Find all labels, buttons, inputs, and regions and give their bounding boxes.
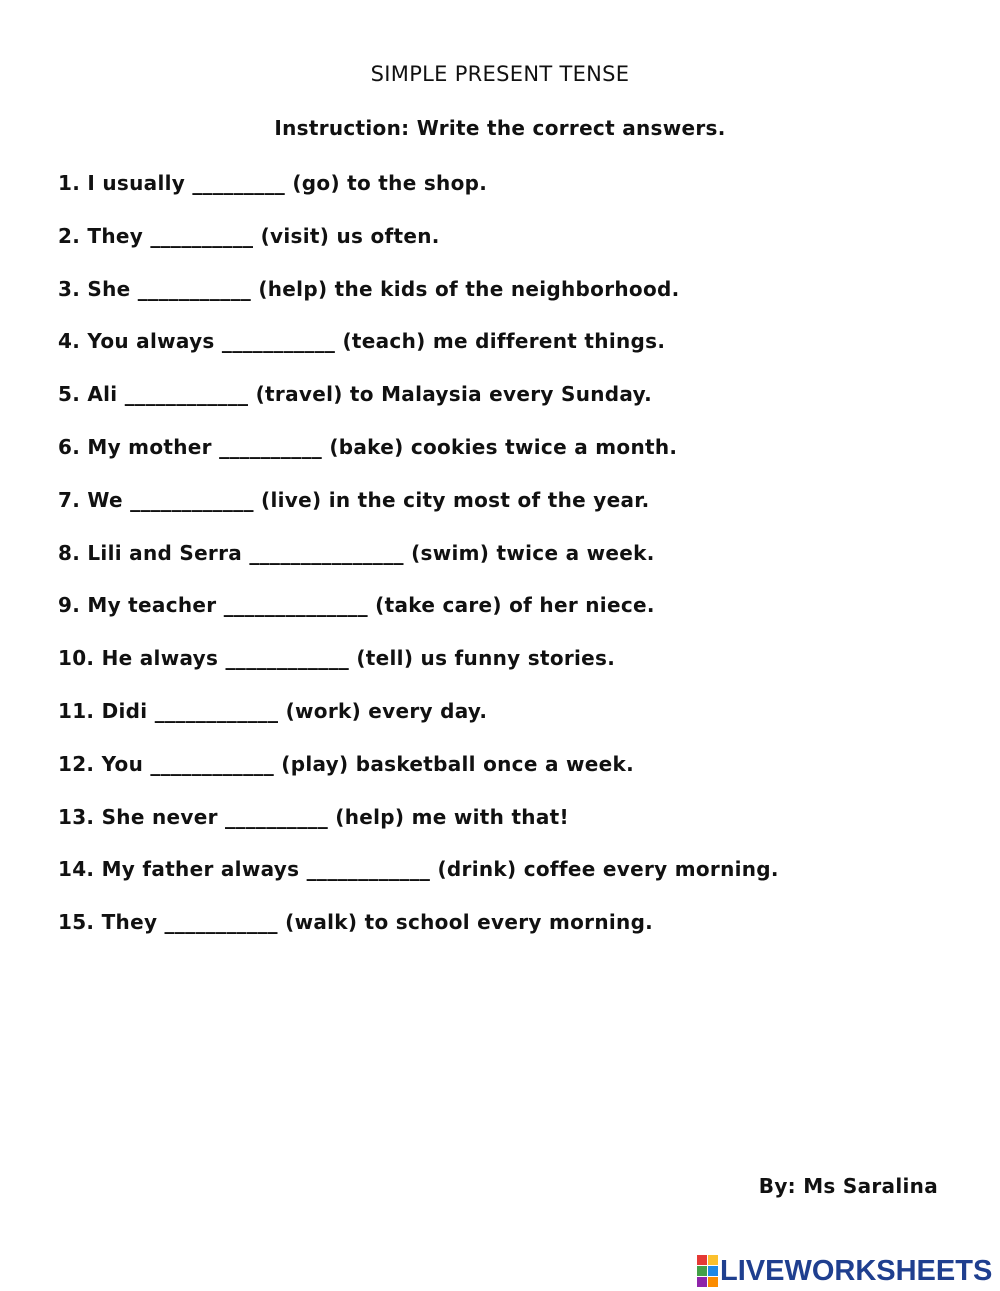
question-prompt: 14. My father always [58,857,300,882]
question-item [58,907,958,960]
question-verb-hint: (live) in the city most of the year. [261,487,650,512]
question-verb-hint: (tell) us funny stories. [356,646,616,671]
question-prompt: 11. Didi [58,698,148,723]
answer-blank[interactable]: __________ [225,804,328,829]
question-verb-hint: (take care) of her niece. [375,593,655,618]
answer-blank[interactable]: ___________ [137,276,252,301]
question-verb-hint: (visit) us often. [260,223,440,248]
question-verb-hint: (travel) to Malaysia every Sunday. [255,382,652,407]
question-prompt: 13. She never [58,804,218,829]
logo-square [708,1277,718,1287]
question-item [58,432,958,485]
question-prompt: 4. You always [58,329,215,354]
logo-square [708,1255,718,1265]
question-item [58,274,958,327]
question-prompt: 10. He always [58,646,219,671]
question-verb-hint: (swim) twice a week. [411,540,655,565]
answer-blank[interactable]: __________ [219,434,323,459]
question-prompt: 5. Ali [58,382,118,407]
question-item [58,221,958,274]
question-prompt: 15. They [58,910,158,935]
question-verb-hint: (help) the kids of the neighborhood. [258,276,680,301]
logo-square [697,1266,707,1276]
question-verb-hint: (play) basketball once a week. [281,751,635,776]
question-prompt: 12. You [58,751,144,776]
question-prompt: 7. We [58,487,123,512]
question-verb-hint: (work) every day. [285,698,488,723]
question-prompt: 6. My mother [58,434,212,459]
answer-blank[interactable]: _______________ [249,540,404,565]
answer-blank[interactable]: ____________ [225,646,350,671]
question-item [58,749,958,802]
question-item [58,326,958,379]
question-item [58,696,958,749]
question-list [58,168,958,960]
logo-square [697,1277,707,1287]
question-item [58,485,958,538]
question-verb-hint: (walk) to school every morning. [285,910,654,935]
answer-blank[interactable]: ___________ [221,329,336,354]
question-prompt: 8. Lili and Serra [58,540,243,565]
answer-blank[interactable]: ____________ [306,857,431,882]
question-verb-hint: (drink) coffee every morning. [437,857,779,882]
question-item [58,168,958,221]
logo-text: LIVEWORKSHEETS [720,1254,993,1287]
answer-blank[interactable]: _________ [192,171,286,195]
question-verb-hint: (help) me with that! [335,804,569,829]
question-prompt: 2. They [58,223,144,248]
answer-blank[interactable]: ______________ [223,593,368,618]
question-item [58,854,958,907]
liveworksheets-logo-icon [697,1255,718,1287]
logo-square [708,1266,718,1276]
author-credit: By: Ms Saralina [758,1174,938,1198]
question-item [58,802,958,855]
question-prompt: 9. My teacher [58,593,217,618]
answer-blank[interactable]: __________ [150,223,254,248]
liveworksheets-logo [697,1254,992,1288]
answer-blank[interactable]: ____________ [150,751,274,776]
answer-blank[interactable]: ____________ [154,698,279,723]
question-prompt: 1. I usually [58,171,186,195]
question-verb-hint: (bake) cookies twice a month. [329,434,678,459]
worksheet-title: SIMPLE PRESENT TENSE [370,62,630,86]
question-prompt: 3. She [58,276,131,301]
question-verb-hint: (teach) me different things. [342,329,666,354]
question-item [58,379,958,432]
question-item [58,538,958,591]
logo-square [697,1255,707,1265]
question-item [58,590,958,643]
instruction-text: Instruction: Write the correct answers. [274,116,726,140]
question-item [58,643,958,696]
answer-blank[interactable]: ____________ [124,382,249,407]
answer-blank[interactable]: ____________ [130,487,254,512]
question-verb-hint: (go) to the shop. [292,171,488,195]
answer-blank[interactable]: ___________ [164,910,278,935]
